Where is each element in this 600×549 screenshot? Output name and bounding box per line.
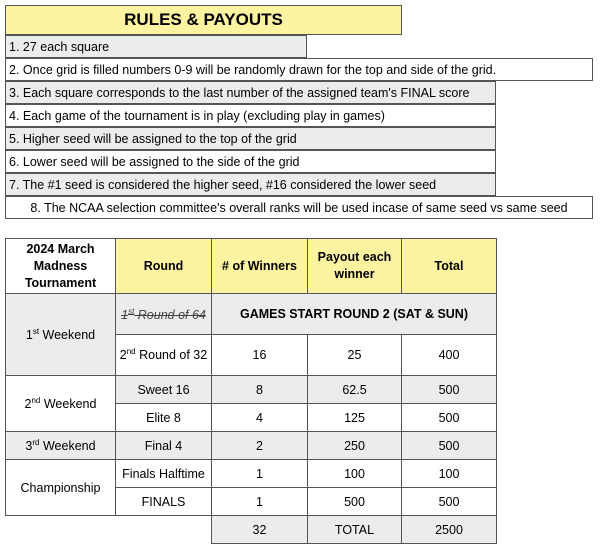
weekend-2-label: 2nd Weekend (6, 376, 116, 432)
header-tournament: 2024 March Madness Tournament (6, 239, 116, 294)
payout-cell: 250 (308, 432, 402, 460)
header-round: Round (116, 239, 212, 294)
rule-6 (5, 150, 496, 173)
header-winners: # of Winners (212, 239, 308, 294)
winners-cell: 16 (212, 335, 308, 376)
payout-cell: 25 (308, 335, 402, 376)
total-cell: 500 (402, 404, 497, 432)
total-cell: 500 (402, 488, 497, 516)
payout-cell: 125 (308, 404, 402, 432)
weekend-1-label: 1st Weekend (6, 294, 116, 376)
table-row (6, 294, 497, 335)
winners-cell: 1 (212, 488, 308, 516)
rule-3 (5, 81, 496, 104)
round-of-64-struck: 1st Round of 64 (121, 306, 206, 322)
header-payout: Payout each winner (308, 239, 402, 294)
table-row (6, 460, 497, 488)
rule-1 (5, 35, 307, 58)
round-cell: Sweet 16 (116, 376, 212, 404)
total-cell: 500 (402, 432, 497, 460)
weekend-3-label: 3rd Weekend (6, 432, 116, 460)
rule-8-text: 8. The NCAA selection committee's overall ranks will be used incase of same seed vs same seed (30, 200, 568, 215)
round-cell: Final 4 (116, 432, 212, 460)
payout-cell: 500 (308, 488, 402, 516)
table-row (6, 376, 497, 404)
rule-7-text: 7. The #1 seed is considered the higher seed, #16 considered the lower seed (9, 177, 437, 192)
rule-1-text: 1. 27 each square (9, 39, 110, 54)
round-2-cell: 2nd Round of 32 (116, 335, 212, 376)
games-start-note: GAMES START ROUND 2 (SAT & SUN) (212, 294, 497, 335)
winners-cell: 8 (212, 376, 308, 404)
total-cell: 100 (402, 460, 497, 488)
round-1-cell (116, 294, 212, 335)
payout-cell: 100 (308, 460, 402, 488)
winners-cell: 2 (212, 432, 308, 460)
winners-cell: 1 (212, 460, 308, 488)
rule-2-text: 2. Once grid is filled numbers 0-9 will be randomly drawn for the top and side of the grid. (9, 62, 497, 77)
table-row (6, 432, 497, 460)
grand-total: 2500 (402, 516, 497, 544)
rule-4-text: 4. Each game of the tournament is in play (excluding play in games) (9, 108, 385, 123)
rule-3-text: 3. Each square corresponds to the last number of the assigned team's FINAL score (9, 85, 470, 100)
round-cell: Finals Halftime (116, 460, 212, 488)
rule-6-text: 6. Lower seed will be assigned to the side of the grid (9, 154, 300, 169)
payout-cell: 62.5 (308, 376, 402, 404)
total-winners: 32 (212, 516, 308, 544)
winners-cell: 4 (212, 404, 308, 432)
rule-2 (5, 58, 593, 81)
totals-spacer (116, 516, 212, 544)
round-cell: FINALS (116, 488, 212, 516)
rule-5-text: 5. Higher seed will be assigned to the top of the grid (9, 131, 297, 146)
total-label: TOTAL (308, 516, 402, 544)
round-cell: Elite 8 (116, 404, 212, 432)
championship-label: Championship (6, 460, 116, 516)
rule-4 (5, 104, 496, 127)
header-total: Total (402, 239, 497, 294)
header-row (6, 239, 497, 294)
totals-row (6, 516, 497, 544)
page-title (5, 5, 402, 35)
rule-5 (5, 127, 496, 150)
rule-7 (5, 173, 496, 196)
total-cell: 500 (402, 376, 497, 404)
total-cell: 400 (402, 335, 497, 376)
page-title-text: RULES & PAYOUTS (124, 10, 283, 29)
payout-table (5, 238, 497, 544)
totals-spacer (6, 516, 116, 544)
rule-8 (5, 196, 593, 219)
